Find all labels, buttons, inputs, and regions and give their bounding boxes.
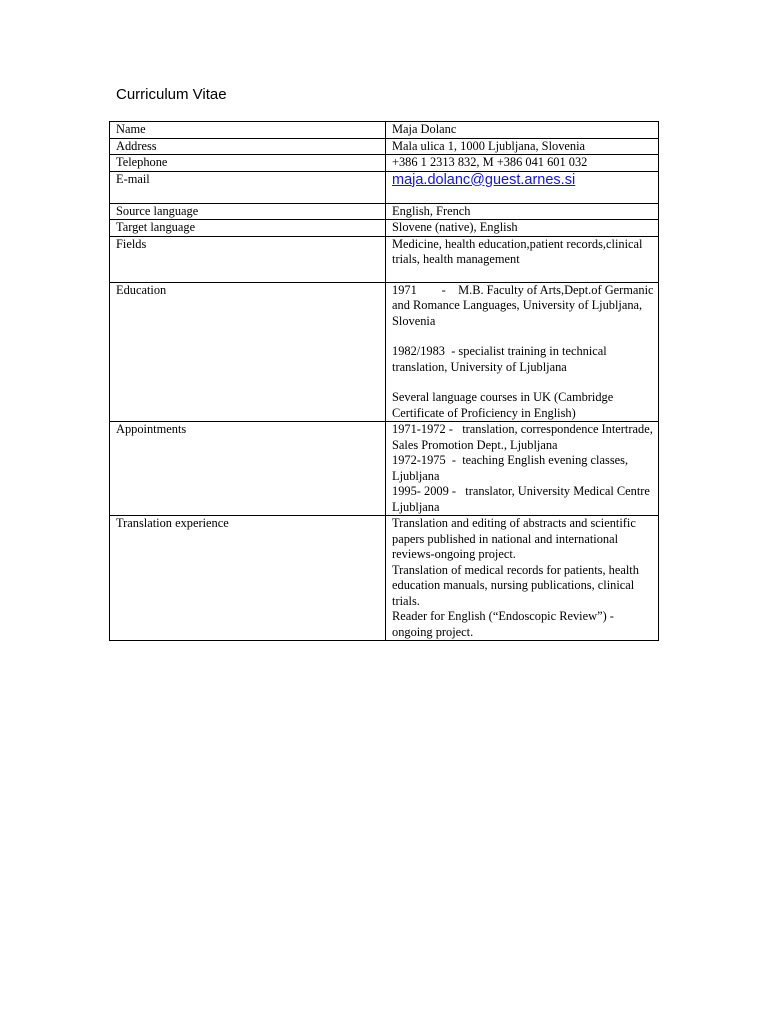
cv-table [109,121,659,641]
source-language-value: English, French [386,203,659,220]
telephone-value: +386 1 2313 832, M +386 041 601 032 [386,155,659,172]
source-language-label: Source language [110,203,386,220]
education-entry: Several language courses in UK (Cambridge Certificate of Proficiency in English) [392,390,614,420]
page-title: Curriculum Vitae [116,86,227,103]
education-label: Education [110,282,386,422]
table-row-telephone [110,155,659,172]
translation-experience-label: Translation experience [110,516,386,641]
target-language-label: Target language [110,220,386,237]
fields-label: Fields [110,236,386,282]
translation-experience-entry: Translation and editing of abstracts and scientific papers published in national and international reviews-ongoing project. [392,516,636,561]
translation-experience-entry: Translation of medical records for patients, health education manuals, nursing publications, clinical trials. [392,562,639,608]
email-label: E-mail [110,171,386,203]
name-label: Name [110,122,386,139]
table-row-email [110,171,659,203]
table-row-name [110,122,659,139]
table-row-target-language [110,220,659,237]
name-value: Maja Dolanc [386,122,659,139]
appointments-label: Appointments [110,422,386,516]
email-link[interactable]: maja.dolanc@guest.arnes.si [392,171,576,188]
table-row-source-language [110,203,659,220]
appointment-entry: 1995- 2009 - translator, University Medical Centre Ljubljana [392,484,654,514]
appointment-entry: 1972-1975 - teaching English evening classes, Ljubljana [392,453,632,483]
appointments-value [386,422,659,516]
education-entry: 1982/1983 - specialist training in technical translation, University of Ljubljana [392,344,610,374]
education-entry: 1971 - M.B. Faculty of Arts,Dept.of Germanic and Romance Languages, University of Ljubljana, Slovenia [392,282,657,328]
table-row-fields [110,236,659,282]
appointment-entry: 1971-1972 - translation, correspondence Intertrade, Sales Promotion Dept., Ljubljana [392,422,656,452]
email-cell [386,171,659,203]
education-value [386,282,659,422]
table-row-address [110,138,659,155]
translation-experience-value [386,516,659,641]
telephone-label: Telephone [110,155,386,172]
table-row-education [110,282,659,422]
fields-value: Medicine, health education,patient records,clinical trials, health management [386,236,659,282]
translation-experience-entry: Reader for English (“Endoscopic Review”) - ongoing project. [392,609,614,639]
table-row-translation-experience [110,516,659,641]
address-value: Mala ulica 1, 1000 Ljubljana, Slovenia [386,138,659,155]
table-row-appointments [110,422,659,516]
address-label: Address [110,138,386,155]
target-language-value: Slovene (native), English [386,220,659,237]
